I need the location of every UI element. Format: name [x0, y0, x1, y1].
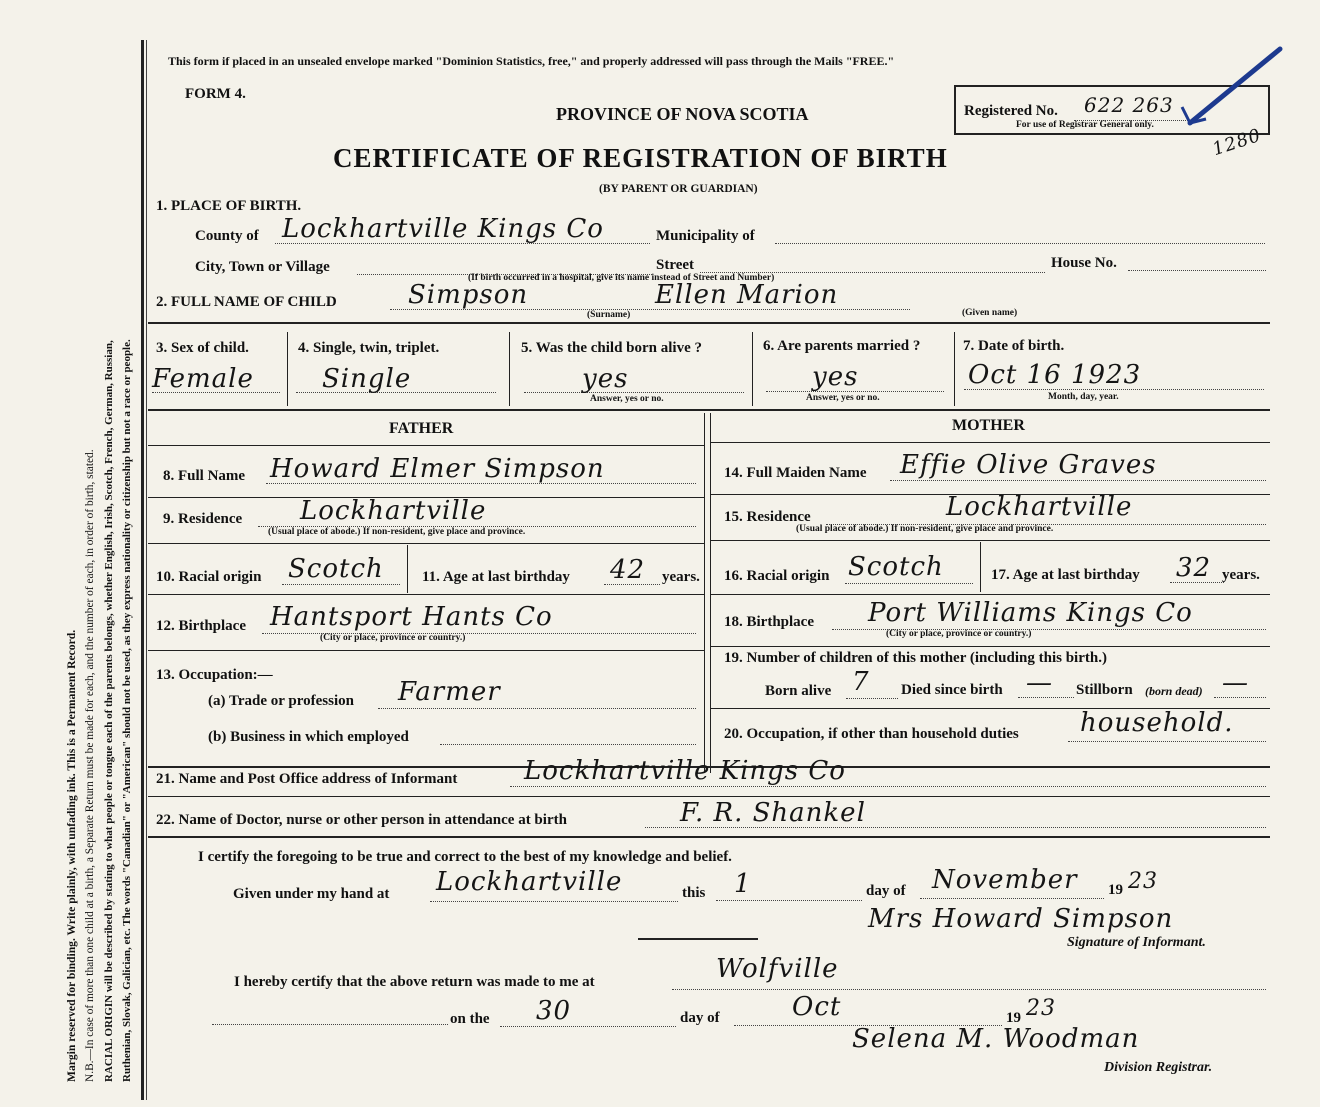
father-occupation-label: 13. Occupation:— [156, 667, 273, 683]
check-mark-icon [1160, 45, 1290, 135]
mother-years-label: years. [1222, 567, 1260, 583]
rule-mother-heading [710, 442, 1270, 443]
given-name-note: (Given name) [962, 308, 1018, 318]
mother-age-label: 17. Age at last birthday [991, 567, 1140, 583]
born-alive-line [524, 392, 744, 393]
registrar-note: For use of Registrar General only. [1016, 120, 1154, 130]
surname-note: (Surname) [587, 310, 631, 320]
mother-racial-label: 16. Racial origin [724, 568, 830, 584]
father-racial-label: 10. Racial origin [156, 569, 262, 585]
doctor-value: F. R. Shankel [680, 798, 866, 828]
given-day-of-label: day of [866, 883, 906, 899]
informant-signature-label: Signature of Informant. [1067, 935, 1206, 950]
date-of-birth-label: 7. Date of birth. [963, 338, 1065, 354]
father-name-value: Howard Elmer Simpson [270, 454, 605, 484]
registered-number: 622 263 [1084, 93, 1174, 117]
registrar-signature-label: Division Registrar. [1104, 1060, 1213, 1075]
born-alive-count-value: 7 [852, 667, 870, 697]
margin-rule-inner [146, 40, 147, 1100]
given-day-line [716, 900, 862, 901]
parents-married-value: yes [812, 362, 859, 392]
sex-value: Female [152, 364, 254, 394]
given-year-prefix: 19 [1108, 882, 1123, 898]
on-the-label: on the [450, 1011, 490, 1027]
registrar-day-line [500, 1026, 676, 1027]
mother-age-value: 32 [1176, 553, 1212, 583]
mother-residence-value: Lockhartville [946, 492, 1133, 522]
born-alive-note: Answer, yes or no. [590, 394, 664, 404]
center-divider-right [710, 413, 711, 773]
stillborn-label: Stillborn [1076, 682, 1133, 698]
certificate-title: CERTIFICATE OF REGISTRATION OF BIRTH [333, 143, 948, 173]
rule-after-name [148, 322, 1270, 324]
registrar-statement: I hereby certify that the above return was made to me at [234, 974, 595, 990]
child-given-name: Ellen Marion [655, 280, 839, 310]
rule-after-doctor [148, 836, 1270, 838]
father-heading: FATHER [389, 420, 454, 437]
given-day-value: 1 [734, 869, 752, 899]
province-heading: PROVINCE OF NOVA SCOTIA [556, 104, 809, 124]
registrar-year-value: 23 [1026, 996, 1056, 1021]
child-surname: Simpson [408, 280, 529, 310]
given-month-line [920, 898, 1104, 899]
father-age-label: 11. Age at last birthday [422, 569, 570, 585]
father-residence-label: 9. Residence [163, 511, 243, 527]
registrar-year-prefix: 19 [1006, 1010, 1021, 1026]
mother-racial-value: Scotch [848, 552, 944, 582]
registered-label: Registered No. [964, 103, 1058, 119]
municipality-label: Municipality of [656, 228, 755, 244]
father-trade-value: Farmer [398, 677, 501, 707]
father-name-label: 8. Full Name [163, 468, 246, 484]
certify-statement: I certify the foregoing to be true and correct to the best of my knowledge and belief. [198, 849, 732, 865]
born-alive-value: yes [582, 364, 629, 394]
margin-note-racial-origin: RACIAL ORIGIN will be described by stating to what people or tongue each of the parents belongs, whether English, Irish, Scotch, French, German, Russian, [103, 340, 115, 1082]
postal-note: This form if placed in an unsealed envelope marked "Dominion Statistics, free," and properly addressed will pass through the Mails "FREE." [168, 54, 895, 68]
informant-signature: Mrs Howard Simpson [868, 904, 1174, 934]
given-label: Given under my hand at [233, 886, 390, 902]
house-line [1128, 270, 1266, 271]
rule-father-heading [148, 445, 704, 446]
mother-racial-divider [980, 542, 981, 592]
rule-father-racial [148, 594, 704, 595]
street-label: Street [656, 257, 695, 273]
given-place-value: Lockhartville [436, 867, 623, 897]
rule-mother-residence [710, 540, 1270, 541]
mother-name-label: 14. Full Maiden Name [724, 465, 867, 481]
rule-father-residence [148, 543, 704, 544]
mother-residence-label: 15. Residence [724, 509, 811, 525]
center-divider-left [704, 413, 705, 773]
stillborn-note: (born dead) [1145, 684, 1203, 698]
born-alive-count-label: Born alive [765, 683, 832, 699]
mother-birthplace-label: 18. Birthplace [724, 614, 814, 630]
rule-mother-racial [710, 594, 1270, 595]
registrar-signature: Selena M. Woodman [852, 1024, 1140, 1054]
rule-after-row3 [148, 409, 1270, 411]
mother-residence-note: (Usual place of abode.) If non-resident, give place and province. [796, 524, 1054, 534]
mother-racial-line [845, 583, 973, 584]
this-label: this [682, 885, 706, 901]
mother-occupation-label: 20. Occupation, if other than household duties [724, 726, 1019, 742]
father-racial-divider [407, 545, 408, 593]
divider-3-4 [287, 332, 288, 406]
registrar-place-line [672, 989, 1266, 990]
father-racial-line [282, 584, 400, 585]
date-of-birth-value: Oct 16 1923 [968, 360, 1142, 390]
mother-heading: MOTHER [952, 417, 1025, 434]
father-business-label: (b) Business in which employed [208, 729, 409, 745]
informant-label: 21. Name and Post Office address of Informant [156, 771, 458, 787]
rule-father-birthplace [148, 650, 704, 651]
father-birthplace-note: (City or place, province or country.) [320, 633, 466, 643]
municipality-line [775, 243, 1265, 244]
born-alive-count-line [846, 698, 898, 699]
place-of-birth-label: 1. PLACE OF BIRTH. [156, 198, 302, 214]
born-alive-label: 5. Was the child born alive ? [521, 340, 702, 356]
registrar-place-value: Wolfville [716, 954, 839, 984]
mother-name-value: Effie Olive Graves [900, 450, 1157, 480]
county-label: County of [195, 228, 259, 244]
mother-occupation-value: household. [1080, 708, 1234, 738]
separator-rule [638, 938, 758, 940]
given-year-value: 23 [1128, 869, 1158, 894]
hospital-note: (If birth occurred in a hospital, give its name instead of Street and Number) [468, 273, 775, 283]
margin-note-racial-origin-cont: Ruthenian, Slovak, Galician, etc. The words "Canadian" or "American" should not be used, as they express nationality or citizenship but not a race or people. [121, 339, 133, 1082]
father-age-value: 42 [610, 555, 646, 585]
mother-name-line [890, 480, 1266, 481]
rule-after-informant [148, 796, 1270, 797]
father-residence-note: (Usual place of abode.) If non-resident, give place and province. [268, 527, 526, 537]
registrar-stamp: 1280 [1209, 124, 1264, 161]
margin-note-multiple-births: N.B.—In case of more than one child at a birth, a Separate Return must be made for each, and the number of each, in order of birth, stated. [84, 449, 96, 1082]
plurality-label: 4. Single, twin, triplet. [298, 340, 440, 356]
margin-rule [141, 40, 144, 1100]
father-trade-line [378, 708, 696, 709]
father-birthplace-label: 12. Birthplace [156, 618, 246, 634]
registrar-month-value: Oct [792, 992, 842, 1022]
registrar-lead-line [212, 1024, 448, 1025]
plurality-value: Single [322, 364, 412, 394]
father-years-label: years. [662, 569, 700, 585]
child-name-label: 2. FULL NAME OF CHILD [156, 294, 337, 310]
county-value: Lockhartville Kings Co [282, 214, 604, 244]
city-label: City, Town or Village [195, 259, 330, 275]
house-label: House No. [1051, 255, 1117, 271]
stillborn-value: — [1222, 668, 1249, 698]
sex-label: 3. Sex of child. [156, 340, 249, 356]
date-of-birth-note: Month, day, year. [1048, 392, 1119, 402]
father-trade-label: (a) Trade or profession [208, 693, 354, 709]
given-place-line [430, 901, 678, 902]
margin-note-binding: Margin reserved for binding. Write plainly, with unfading ink. This is a Permanent Record. [65, 629, 78, 1082]
died-since-birth-label: Died since birth [901, 682, 1003, 698]
parents-married-note: Answer, yes or no. [806, 393, 880, 403]
registrar-day-value: 30 [536, 996, 572, 1026]
father-residence-value: Lockhartville [300, 496, 487, 526]
divider-5-6 [752, 332, 753, 406]
form-number: FORM 4. [185, 86, 246, 102]
doctor-label: 22. Name of Doctor, nurse or other person in attendance at birth [156, 812, 567, 828]
informant-value: Lockhartville Kings Co [524, 756, 846, 786]
registrar-day-of-label: day of [680, 1010, 720, 1026]
parents-married-label: 6. Are parents married ? [763, 338, 921, 354]
divider-4-5 [509, 332, 510, 406]
given-month-value: November [932, 865, 1078, 895]
divider-6-7 [954, 332, 955, 406]
informant-line [510, 786, 1266, 787]
father-racial-value: Scotch [288, 554, 384, 584]
certificate-subtitle: (BY PARENT OR GUARDIAN) [599, 183, 758, 195]
mother-birthplace-value: Port Williams Kings Co [868, 598, 1193, 628]
rule-mother-birthplace [710, 646, 1270, 647]
father-business-line [440, 744, 696, 745]
father-birthplace-value: Hantsport Hants Co [270, 602, 553, 632]
died-since-birth-value: — [1026, 668, 1053, 698]
mother-children-label: 19. Number of children of this mother (including this birth.) [724, 650, 1107, 666]
mother-birthplace-note: (City or place, province or country.) [886, 629, 1032, 639]
mother-occupation-line [1068, 741, 1266, 742]
